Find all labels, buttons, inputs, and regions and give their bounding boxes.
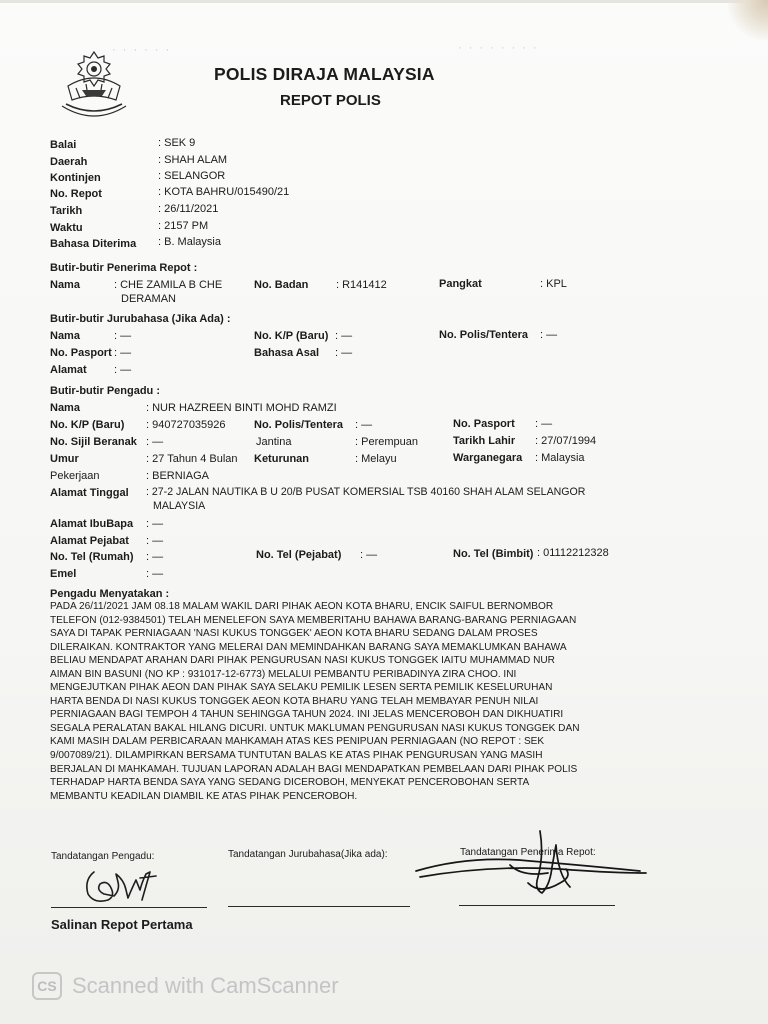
statement-line: TELEFON (012-9384501) TELAH MENELEFON SAYA MEMBERITAHU BAHAWA BARANG-BARANG PERNIAGAAN xyxy=(50,614,577,626)
pengadu-telpej-value: : — xyxy=(360,549,378,561)
penerima-nama-value-2: DERAMAN xyxy=(121,293,177,305)
pengadu-lahir-value: : 27/07/1994 xyxy=(535,435,597,447)
report-value: : 26/11/2021 xyxy=(158,203,219,215)
jurubahasa-polis-value: : — xyxy=(540,329,558,341)
pengadu-emel-value: : — xyxy=(146,568,164,580)
penerima-nama-label: Nama xyxy=(50,279,80,291)
statement-line: DILERAIKAN. KONTRAKTOR YANG MELERAI DAN MEMINDAHKAN BARANG SAYA MEMAKLUMKAN BAHAWA xyxy=(50,641,567,653)
pengadu-keturunan-value: : Melayu xyxy=(355,453,397,465)
penerima-nama-value: : CHE ZAMILA B CHE xyxy=(114,279,223,291)
statement-line: HARTA BENDA DI NASI KUKUS TONGGEK AEON KOTA BHARU YANG TELAH MEMBAYAR PENUH NILAI xyxy=(50,695,539,707)
statement-line: PADA 26/11/2021 JAM 08.18 MALAM WAKIL DARI PIHAK AEON KOTA BHARU, ENCIK SAIFUL BERNOMBOR xyxy=(50,601,554,612)
pengadu-pekerjaan-value: : BERNIAGA xyxy=(146,470,209,482)
section-heading-pengadu: Butir-butir Pengadu : xyxy=(50,385,160,397)
signature-penerima xyxy=(410,825,660,915)
report-label: Daerah xyxy=(50,156,88,168)
pengadu-nama-label: Nama xyxy=(50,402,80,414)
report-value: : SHAH ALAM xyxy=(158,154,228,166)
pengadu-kp-label: No. K/P (Baru) xyxy=(50,419,125,431)
statement-line: MEMBANTU KEADILAN DIAMBIL KE ATAS PIHAK PENCEROBOH. xyxy=(50,790,358,802)
report-label: Waktu xyxy=(50,222,83,234)
pengadu-sijil-label: No. Sijil Beranak xyxy=(50,436,137,448)
jurubahasa-alamat-value: : — xyxy=(114,364,132,376)
report-label: Balai xyxy=(50,139,77,151)
signature-line-jurubahasa xyxy=(228,906,410,907)
penerima-badan-value: : R141412 xyxy=(336,279,387,291)
report-value: : SELANGOR xyxy=(158,170,226,182)
pengadu-bimbit-value: : 01112212328 xyxy=(537,547,609,559)
penerima-pangkat-value: : KPL xyxy=(540,278,567,290)
page-corner-shadow xyxy=(728,0,768,40)
penerima-badan-label: No. Badan xyxy=(254,279,309,291)
jurubahasa-bahasa-label: Bahasa Asal xyxy=(254,347,320,359)
pdrm-crest-logo xyxy=(52,48,136,126)
jurubahasa-nama-value: : — xyxy=(114,330,132,342)
statement-line: BERJALAN DI MAHKAMAH. TUJUAN LAPORAN ADALAH BAGI MENDAPATKAN PEMBELAAN DARI PIHAK POLIS xyxy=(50,763,578,775)
section-heading-jurubahasa: Butir-butir Jurubahasa (Jika Ada) : xyxy=(50,313,231,325)
jurubahasa-alamat-label: Alamat xyxy=(50,364,87,376)
jurubahasa-nama-label: Nama xyxy=(50,330,80,342)
camscanner-watermark-text: Scanned with CamScanner xyxy=(72,973,339,998)
jurubahasa-pasport-value: : — xyxy=(114,347,132,359)
pengadu-warga-label: Warganegara xyxy=(453,452,523,464)
report-value: : KOTA BAHRU/015490/21 xyxy=(158,186,290,198)
statement-line: SEGALA PERALATAN BAKAL HILANG DICURI. UNTUK MAKLUMAN PENGURUSAN NASI KUKUS TONGGEK DAN xyxy=(50,722,580,734)
jurubahasa-kp-value: : — xyxy=(335,330,353,342)
pengadu-pejabat-label: Alamat Pejabat xyxy=(50,535,129,547)
pengadu-pejabat-value: : — xyxy=(146,535,164,547)
signature-pengadu xyxy=(80,860,170,910)
page-edge xyxy=(0,0,768,3)
pengadu-warga-value: : Malaysia xyxy=(535,452,585,464)
pengadu-pasport-label: No. Pasport xyxy=(453,418,515,430)
section-heading-penerima: Butir-butir Penerima Repot : xyxy=(50,262,198,274)
report-value: : SEK 9 xyxy=(158,137,196,149)
pengadu-sijil-value: : — xyxy=(146,436,164,448)
pengadu-alamat-value-2: MALAYSIA xyxy=(153,500,206,512)
pengadu-kp-value: : 940727035926 xyxy=(146,419,226,431)
pengadu-pasport-value: : — xyxy=(535,418,553,430)
statement-text xyxy=(50,600,616,803)
salinan-repot-pertama: Salinan Repot Pertama xyxy=(51,917,193,932)
ghost-stamp-left: · · · · · · xyxy=(112,44,172,56)
statement-line: AIMAN BIN BASUNI (NO KP : 931017-12-6773) MELALUI PEMBANTU PERIBADINYA ZIRA CHOO. INI xyxy=(50,668,517,680)
signature-label-penerima: Tandatangan Penerima Repot: xyxy=(460,847,596,858)
page-title: POLIS DIRAJA MALAYSIA xyxy=(214,64,435,84)
report-value: : 2157 PM xyxy=(158,220,209,232)
pengadu-umur-label: Umur xyxy=(50,453,79,465)
report-label: Bahasa Diterima xyxy=(50,238,137,250)
pengadu-polis-label: No. Polis/Tentera xyxy=(254,419,344,431)
report-label: No. Repot xyxy=(50,188,102,200)
pengadu-keturunan-label: Keturunan xyxy=(254,453,309,465)
jurubahasa-pasport-label: No. Pasport xyxy=(50,347,112,359)
statement-line: MENGEJUTKAN PIHAK AEON DAN PIHAK SAYA SELAKU PEMILIK LESEN SERTA PEMILIK KESELURUHAN xyxy=(50,682,553,694)
pengadu-ibubapa-label: Alamat IbuBapa xyxy=(50,518,134,530)
statement-line: KAMI MASIH DALAM PERBICARAAN MAHKAMAH ATAS KES PENIPUAN PERNIAGAAN (NO REPOT : SEK xyxy=(50,736,545,748)
pengadu-telpej-label: No. Tel (Pejabat) xyxy=(256,549,342,561)
pengadu-alamat-label: Alamat Tinggal xyxy=(50,487,129,499)
penerima-pangkat-label: Pangkat xyxy=(439,278,482,290)
report-value: : B. Malaysia xyxy=(158,236,221,248)
statement-line: SAYA DI TAPAK PERNIAGAAN 'NASI KUKUS TONGGEK' AEON KOTA BHARU SEDANG DALAM PROSES xyxy=(50,628,538,640)
camscanner-logo-icon: CS xyxy=(32,972,62,1000)
pengadu-rumah-label: No. Tel (Rumah) xyxy=(50,551,134,563)
pengadu-umur-value: : 27 Tahun 4 Bulan xyxy=(146,453,238,465)
pengadu-jantina-label: Jantina xyxy=(256,436,292,448)
pengadu-jantina-value: : Perempuan xyxy=(355,436,418,448)
pengadu-ibubapa-value: : — xyxy=(146,518,164,530)
pengadu-nama-value: : NUR HAZREEN BINTI MOHD RAMZI xyxy=(146,402,337,414)
jurubahasa-kp-label: No. K/P (Baru) xyxy=(254,330,329,342)
statement-line: BELIAU MENDAPAT ARAHAN DARI PIHAK PENGURUSAN NASI KUKUS TONGGEK IAITU MUHAMMAD NUR xyxy=(50,655,555,667)
pengadu-polis-value: : — xyxy=(355,419,373,431)
jurubahasa-polis-label: No. Polis/Tentera xyxy=(439,329,529,341)
pengadu-rumah-value: : — xyxy=(146,551,164,563)
pengadu-emel-label: Emel xyxy=(50,568,77,580)
statement-heading: Pengadu Menyatakan : xyxy=(50,588,170,600)
jurubahasa-bahasa-value: : — xyxy=(335,347,353,359)
statement-line: TERHADAP HARTA BENDA SAYA YANG SEDANG DICEROBOH, MENYEKAT PENCEROBOHAN SERTA xyxy=(50,777,530,789)
pengadu-pekerjaan-label: Pekerjaan xyxy=(50,470,100,482)
signature-label-jurubahasa: Tandatangan Jurubahasa(Jika ada): xyxy=(228,849,388,860)
signature-label-pengadu: Tandatangan Pengadu: xyxy=(51,851,155,862)
ghost-stamp-right: · · · · · · · · xyxy=(458,42,539,54)
pengadu-lahir-label: Tarikh Lahir xyxy=(453,435,516,447)
camscanner-watermark xyxy=(32,970,339,1002)
report-label: Kontinjen xyxy=(50,172,101,184)
report-label: Tarikh xyxy=(50,205,83,217)
pengadu-bimbit-label: No. Tel (Bimbit) xyxy=(453,548,534,560)
statement-line: 9/007089/21). DILAMPIRKAN BERSAMA TUNTUTAN BALAS KE ATAS PIHAK PENGURUSAN YANG MASIH xyxy=(50,750,543,762)
pengadu-alamat-value: : 27-2 JALAN NAUTIKA B U 20/B PUSAT KOMERSIAL TSB 40160 SHAH ALAM SELANGOR xyxy=(146,486,586,498)
page-subtitle: REPOT POLIS xyxy=(280,92,381,109)
statement-line: PERNIAGAAN BAGI TEMPOH 4 TAHUN SEHINGGA TAHUN 2024. INI JELAS MENCEROBOH DAN DIKHUATIRI xyxy=(50,709,564,721)
